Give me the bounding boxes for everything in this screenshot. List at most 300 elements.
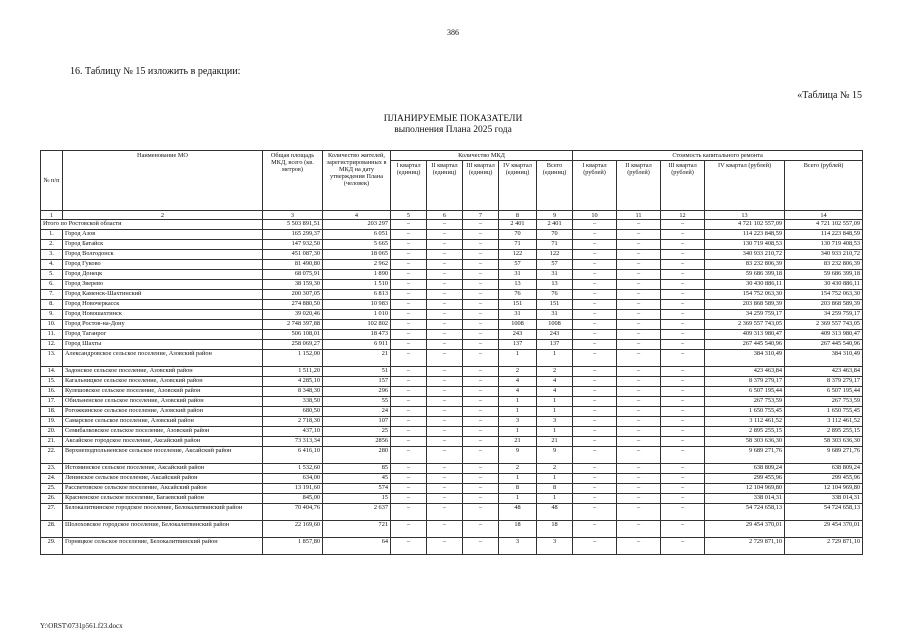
q3-rubles-cell: –	[661, 417, 705, 427]
area-cell: 147 932,50	[263, 240, 323, 250]
table-row	[41, 521, 863, 538]
q3-units-cell: –	[463, 464, 499, 474]
table-row	[41, 484, 863, 494]
total-rubles-cell: 423 463,84	[785, 367, 863, 377]
total-q4-units: 2 401	[499, 220, 537, 230]
q4-units-cell: 1	[499, 427, 537, 437]
total-units-cell: 1008	[537, 320, 573, 330]
total-units-cell: 18	[537, 521, 573, 538]
q4-rubles-cell: 423 463,84	[705, 367, 785, 377]
area-cell: 1 857,80	[263, 538, 323, 555]
table-body	[41, 220, 863, 555]
q2-units-cell: –	[427, 340, 463, 350]
header-q1-rubles: I квартал (рублей)	[573, 161, 617, 211]
total-rubles-cell: 409 313 980,47	[785, 330, 863, 340]
municipality-name: Самарское сельское поселение, Азовский район	[63, 417, 263, 427]
total-units-cell: 3	[537, 417, 573, 427]
total-units-cell: 2	[537, 367, 573, 377]
q4-rubles-cell: 340 933 210,72	[705, 250, 785, 260]
total-rubles-cell: 340 933 210,72	[785, 250, 863, 260]
header-q2-rubles: II квартал (рублей)	[617, 161, 661, 211]
row-number: 29.	[41, 538, 63, 555]
residents-cell: 1 010	[323, 310, 391, 320]
q3-rubles-cell: –	[661, 427, 705, 437]
q3-units-cell: –	[463, 474, 499, 484]
row-number: 19.	[41, 417, 63, 427]
q1-units-cell: –	[391, 350, 427, 367]
total-units-cell: 76	[537, 290, 573, 300]
q2-units-cell: –	[427, 387, 463, 397]
total-units-cell: 122	[537, 250, 573, 260]
q4-units-cell: 1	[499, 397, 537, 407]
q1-rubles-cell: –	[573, 387, 617, 397]
q1-units-cell: –	[391, 427, 427, 437]
q1-rubles-cell: –	[573, 504, 617, 521]
table-row	[41, 310, 863, 320]
column-number-row	[41, 211, 863, 220]
q4-rubles-cell: 2 895 255,15	[705, 427, 785, 437]
total-rubles-cell: 54 724 658,13	[785, 504, 863, 521]
column-number: 2	[63, 211, 263, 220]
area-cell: 2 718,30	[263, 417, 323, 427]
table-row	[41, 538, 863, 555]
area-cell: 258 069,27	[263, 340, 323, 350]
q4-rubles-cell: 203 868 589,39	[705, 300, 785, 310]
total-units-cell: 4	[537, 387, 573, 397]
q3-units-cell: –	[463, 377, 499, 387]
total-rubles-cell: 130 719 408,53	[785, 240, 863, 250]
row-number: 10.	[41, 320, 63, 330]
area-cell: 1 532,60	[263, 464, 323, 474]
header-q3-units: III квартал (единиц)	[463, 161, 499, 211]
q2-units-cell: –	[427, 427, 463, 437]
municipality-name: Рогожкинское сельское поселение, Азовский район	[63, 407, 263, 417]
q2-units-cell: –	[427, 320, 463, 330]
indicators-table	[40, 150, 863, 555]
row-number: 20.	[41, 427, 63, 437]
q2-units-cell: –	[427, 464, 463, 474]
q3-rubles-cell: –	[661, 367, 705, 377]
q3-rubles-cell: –	[661, 310, 705, 320]
q3-units-cell: –	[463, 300, 499, 310]
q2-rubles-cell: –	[617, 447, 661, 464]
q3-units-cell: –	[463, 437, 499, 447]
total-units-cell: 9	[537, 447, 573, 464]
residents-cell: 157	[323, 377, 391, 387]
q4-rubles-cell: 34 259 759,17	[705, 310, 785, 320]
total-rubles-cell: 299 455,96	[785, 474, 863, 484]
column-number: 14	[785, 211, 863, 220]
residents-cell: 6 813	[323, 290, 391, 300]
table-row	[41, 464, 863, 474]
total-rubles-cell: 58 303 636,30	[785, 437, 863, 447]
q1-units-cell: –	[391, 270, 427, 280]
total-units: 2 401	[537, 220, 573, 230]
q3-units-cell: –	[463, 280, 499, 290]
area-cell: 4 285,10	[263, 377, 323, 387]
q4-units-cell: 4	[499, 387, 537, 397]
total-q1-rubles: –	[573, 220, 617, 230]
row-number: 4.	[41, 260, 63, 270]
q1-rubles-cell: –	[573, 417, 617, 427]
area-cell: 13 191,60	[263, 484, 323, 494]
header-total-units: Всего (единиц)	[537, 161, 573, 211]
row-number: 26.	[41, 494, 63, 504]
q2-rubles-cell: –	[617, 290, 661, 300]
q4-rubles-cell: 267 753,59	[705, 397, 785, 407]
municipality-name: Город Каменск-Шахтинский	[63, 290, 263, 300]
row-number: 9.	[41, 310, 63, 320]
q3-rubles-cell: –	[661, 340, 705, 350]
q1-rubles-cell: –	[573, 340, 617, 350]
row-number: 12.	[41, 340, 63, 350]
total-rubles-cell: 154 752 063,30	[785, 290, 863, 300]
q2-rubles-cell: –	[617, 240, 661, 250]
q1-units-cell: –	[391, 417, 427, 427]
municipality-name: Город Новошахтинск	[63, 310, 263, 320]
q2-rubles-cell: –	[617, 330, 661, 340]
total-rubles: 4 721 102 557,09	[785, 220, 863, 230]
row-number: 21.	[41, 437, 63, 447]
q4-rubles-cell: 58 303 636,30	[705, 437, 785, 447]
q3-rubles-cell: –	[661, 494, 705, 504]
q3-units-cell: –	[463, 250, 499, 260]
q4-units-cell: 1	[499, 494, 537, 504]
column-number: 10	[573, 211, 617, 220]
q2-units-cell: –	[427, 417, 463, 427]
q3-rubles-cell: –	[661, 377, 705, 387]
q4-units-cell: 57	[499, 260, 537, 270]
header-row-groups	[41, 151, 863, 161]
total-q2-rubles: –	[617, 220, 661, 230]
municipality-name: Город Таганрог	[63, 330, 263, 340]
area-cell: 1 152,00	[263, 350, 323, 367]
q1-rubles-cell: –	[573, 320, 617, 330]
area-cell: 39 020,46	[263, 310, 323, 320]
q1-units-cell: –	[391, 474, 427, 484]
q2-rubles-cell: –	[617, 320, 661, 330]
row-number: 27.	[41, 504, 63, 521]
q4-rubles-cell: 338 014,31	[705, 494, 785, 504]
q4-rubles-cell: 299 455,96	[705, 474, 785, 484]
residents-cell: 2856	[323, 437, 391, 447]
residents-cell: 2 962	[323, 260, 391, 270]
q1-rubles-cell: –	[573, 521, 617, 538]
q3-rubles-cell: –	[661, 250, 705, 260]
q4-rubles-cell: 384 310,49	[705, 350, 785, 367]
table-row	[41, 387, 863, 397]
q2-rubles-cell: –	[617, 464, 661, 474]
total-units-cell: 137	[537, 340, 573, 350]
row-number: 24.	[41, 474, 63, 484]
municipality-name: Белокалитвинское городское поселение, Белокалитвинский район	[63, 504, 263, 521]
q2-units-cell: –	[427, 230, 463, 240]
q4-units-cell: 243	[499, 330, 537, 340]
row-number: 7.	[41, 290, 63, 300]
q3-rubles-cell: –	[661, 330, 705, 340]
q1-rubles-cell: –	[573, 260, 617, 270]
residents-cell: 102 802	[323, 320, 391, 330]
area-cell: 451 087,30	[263, 250, 323, 260]
q3-rubles-cell: –	[661, 407, 705, 417]
residents-cell: 21	[323, 350, 391, 367]
q2-rubles-cell: –	[617, 494, 661, 504]
q3-rubles-cell: –	[661, 484, 705, 494]
total-q3-rubles: –	[661, 220, 705, 230]
heading-line-1: ПЛАНИРУЕМЫЕ ПОКАЗАТЕЛИ	[383, 114, 523, 124]
total-q4-rubles: 4 721 102 557,09	[705, 220, 785, 230]
municipality-name: Семибалковское сельское поселение, Азовский район	[63, 427, 263, 437]
q2-rubles-cell: –	[617, 250, 661, 260]
total-rubles-cell: 384 310,49	[785, 350, 863, 367]
row-number: 25.	[41, 484, 63, 494]
total-units-cell: 8	[537, 484, 573, 494]
area-cell: 73 313,34	[263, 437, 323, 447]
total-units-cell: 3	[537, 538, 573, 555]
total-q2-units: –	[427, 220, 463, 230]
total-rubles-cell: 267 445 540,96	[785, 340, 863, 350]
q3-units-cell: –	[463, 538, 499, 555]
q3-units-cell: –	[463, 310, 499, 320]
q3-rubles-cell: –	[661, 300, 705, 310]
header-name: Наименование МО	[63, 151, 263, 211]
q1-rubles-cell: –	[573, 280, 617, 290]
q2-rubles-cell: –	[617, 397, 661, 407]
q4-rubles-cell: 1 650 755,45	[705, 407, 785, 417]
q3-rubles-cell: –	[661, 387, 705, 397]
q4-units-cell: 1	[499, 407, 537, 417]
total-units-cell: 70	[537, 230, 573, 240]
total-rubles-cell: 1 650 755,45	[785, 407, 863, 417]
q2-rubles-cell: –	[617, 504, 661, 521]
total-rubles-cell: 59 686 399,18	[785, 270, 863, 280]
q3-units-cell: –	[463, 397, 499, 407]
q1-rubles-cell: –	[573, 240, 617, 250]
q2-rubles-cell: –	[617, 407, 661, 417]
residents-cell: 5 665	[323, 240, 391, 250]
q2-units-cell: –	[427, 521, 463, 538]
table-row	[41, 300, 863, 310]
total-rubles-cell: 114 223 848,59	[785, 230, 863, 240]
q3-units-cell: –	[463, 427, 499, 437]
q4-units-cell: 2	[499, 367, 537, 377]
q4-units-cell: 8	[499, 484, 537, 494]
row-number: 11.	[41, 330, 63, 340]
q2-units-cell: –	[427, 474, 463, 484]
area-cell: 437,10	[263, 427, 323, 437]
file-path-footer: Y:\ORST\0731p561.f23.docx	[40, 622, 123, 630]
total-rubles-cell: 6 507 195,44	[785, 387, 863, 397]
header-cost-group: Стоимость капитального ремонта	[573, 151, 863, 161]
table-row	[41, 250, 863, 260]
municipality-name: Ленинское сельское поселение, Аксайский район	[63, 474, 263, 484]
q1-units-cell: –	[391, 260, 427, 270]
header-q4-units: IV квартал (единиц)	[499, 161, 537, 211]
q3-rubles-cell: –	[661, 230, 705, 240]
municipality-name: Город Ростов-на-Дону	[63, 320, 263, 330]
area-cell: 22 169,60	[263, 521, 323, 538]
table-row	[41, 230, 863, 240]
row-number: 3.	[41, 250, 63, 260]
q2-rubles-cell: –	[617, 437, 661, 447]
q4-rubles-cell: 59 686 399,18	[705, 270, 785, 280]
residents-cell: 18 473	[323, 330, 391, 340]
heading-line-2: выполнения Плана 2025 года	[394, 125, 512, 135]
row-number: 1.	[41, 230, 63, 240]
q2-units-cell: –	[427, 260, 463, 270]
q2-units-cell: –	[427, 538, 463, 555]
q1-units-cell: –	[391, 387, 427, 397]
residents-cell: 1 510	[323, 280, 391, 290]
column-number: 7	[463, 211, 499, 220]
q3-units-cell: –	[463, 447, 499, 464]
total-units-cell: 1	[537, 427, 573, 437]
q3-rubles-cell: –	[661, 521, 705, 538]
q1-units-cell: –	[391, 367, 427, 377]
total-rubles-cell: 83 232 806,39	[785, 260, 863, 270]
q4-units-cell: 13	[499, 280, 537, 290]
q1-units-cell: –	[391, 290, 427, 300]
table-row	[41, 504, 863, 521]
q4-rubles-cell: 54 724 658,13	[705, 504, 785, 521]
total-rubles-cell: 9 689 271,76	[785, 447, 863, 464]
q4-units-cell: 48	[499, 504, 537, 521]
q1-rubles-cell: –	[573, 494, 617, 504]
area-cell: 1 511,20	[263, 367, 323, 377]
residents-cell: 15	[323, 494, 391, 504]
total-rubles-cell: 267 753,59	[785, 397, 863, 407]
q3-units-cell: –	[463, 270, 499, 280]
area-cell: 634,00	[263, 474, 323, 484]
q3-units-cell: –	[463, 504, 499, 521]
column-number: 5	[391, 211, 427, 220]
q2-units-cell: –	[427, 270, 463, 280]
table-row	[41, 350, 863, 367]
q2-units-cell: –	[427, 504, 463, 521]
q3-units-cell: –	[463, 230, 499, 240]
total-q3-units: –	[463, 220, 499, 230]
table-caption: «Таблица № 15	[797, 90, 862, 101]
q2-units-cell: –	[427, 447, 463, 464]
row-number: 23.	[41, 464, 63, 474]
total-units-cell: 1	[537, 397, 573, 407]
q3-units-cell: –	[463, 350, 499, 367]
q4-rubles-cell: 638 809,24	[705, 464, 785, 474]
total-rubles-cell: 203 868 589,39	[785, 300, 863, 310]
q4-units-cell: 76	[499, 290, 537, 300]
q4-rubles-cell: 267 445 540,96	[705, 340, 785, 350]
residents-cell: 6 911	[323, 340, 391, 350]
residents-cell: 25	[323, 427, 391, 437]
q1-units-cell: –	[391, 397, 427, 407]
q4-units-cell: 122	[499, 250, 537, 260]
document-heading	[0, 114, 906, 136]
total-rubles-cell: 2 729 871,10	[785, 538, 863, 555]
header-residents: Количество жителей, зарегистрированных в МКД на дату утверждения Плана (человек)	[323, 151, 391, 211]
q4-units-cell: 21	[499, 437, 537, 447]
total-units-cell: 21	[537, 437, 573, 447]
area-cell: 506 108,01	[263, 330, 323, 340]
q1-units-cell: –	[391, 521, 427, 538]
q3-rubles-cell: –	[661, 260, 705, 270]
total-rubles-cell: 12 104 969,80	[785, 484, 863, 494]
total-rubles-cell: 8 379 279,17	[785, 377, 863, 387]
column-number: 8	[499, 211, 537, 220]
municipality-name: Кагальницкое сельское поселение, Азовский район	[63, 377, 263, 387]
row-number: 13.	[41, 350, 63, 367]
table-row	[41, 447, 863, 464]
q4-rubles-cell: 6 507 195,44	[705, 387, 785, 397]
municipality-name: Город Новочеркасск	[63, 300, 263, 310]
q4-units-cell: 31	[499, 310, 537, 320]
q2-rubles-cell: –	[617, 300, 661, 310]
q4-units-cell: 3	[499, 417, 537, 427]
total-units-cell: 243	[537, 330, 573, 340]
total-units-cell: 71	[537, 240, 573, 250]
total-rubles-cell: 29 454 370,01	[785, 521, 863, 538]
q2-rubles-cell: –	[617, 350, 661, 367]
q2-units-cell: –	[427, 397, 463, 407]
q1-rubles-cell: –	[573, 538, 617, 555]
municipality-name: Александровское сельское поселение, Азовский район	[63, 350, 263, 367]
municipality-name: Город Батайск	[63, 240, 263, 250]
residents-cell: 1 890	[323, 270, 391, 280]
q2-rubles-cell: –	[617, 427, 661, 437]
table-row	[41, 437, 863, 447]
residents-cell: 296	[323, 387, 391, 397]
q1-units-cell: –	[391, 538, 427, 555]
q2-rubles-cell: –	[617, 230, 661, 240]
q1-units-cell: –	[391, 377, 427, 387]
residents-cell: 51	[323, 367, 391, 377]
q3-units-cell: –	[463, 330, 499, 340]
area-cell: 338,50	[263, 397, 323, 407]
q3-units-cell: –	[463, 260, 499, 270]
row-number: 2.	[41, 240, 63, 250]
q4-rubles-cell: 29 454 370,01	[705, 521, 785, 538]
q1-rubles-cell: –	[573, 377, 617, 387]
table-row	[41, 240, 863, 250]
total-units-cell: 1	[537, 494, 573, 504]
q3-units-cell: –	[463, 484, 499, 494]
q4-units-cell: 2	[499, 464, 537, 474]
q4-units-cell: 70	[499, 230, 537, 240]
q2-units-cell: –	[427, 484, 463, 494]
municipality-name: Город Зверево	[63, 280, 263, 290]
area-cell: 165 299,37	[263, 230, 323, 240]
q4-rubles-cell: 30 430 886,11	[705, 280, 785, 290]
area-cell: 8 348,30	[263, 387, 323, 397]
area-cell: 680,50	[263, 407, 323, 417]
row-number: 5.	[41, 270, 63, 280]
municipality-name: Рассветовское сельское поселение, Аксайский район	[63, 484, 263, 494]
total-q1-units: –	[391, 220, 427, 230]
residents-cell: 18 065	[323, 250, 391, 260]
q4-rubles-cell: 12 104 969,80	[705, 484, 785, 494]
table-row	[41, 427, 863, 437]
column-number: 12	[661, 211, 705, 220]
municipality-name: Кулешовское сельское поселение, Азовский район	[63, 387, 263, 397]
q4-rubles-cell: 154 752 063,30	[705, 290, 785, 300]
page-number: 386	[447, 28, 459, 37]
residents-cell: 2 637	[323, 504, 391, 521]
total-units-cell: 31	[537, 270, 573, 280]
q4-rubles-cell: 83 232 806,39	[705, 260, 785, 270]
q3-rubles-cell: –	[661, 240, 705, 250]
q3-units-cell: –	[463, 290, 499, 300]
area-cell: 38 159,30	[263, 280, 323, 290]
q2-rubles-cell: –	[617, 340, 661, 350]
